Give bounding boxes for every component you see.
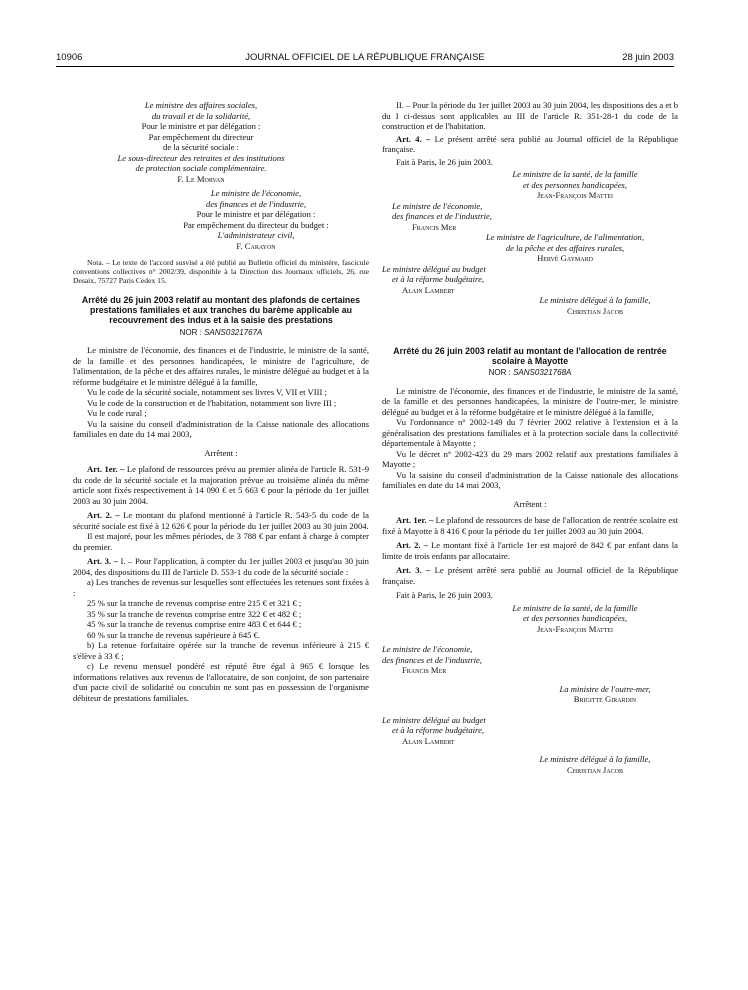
signature-famille: Le ministre délégué à la famille, Christian Jacob (382, 754, 678, 775)
decree-title: Arrêté du 26 juin 2003 relatif au montant de l'allocation de rentrée scolaire à Mayotte (393, 346, 667, 367)
nota-note: Nota. – Le texte de l'accord susvisé a été publié au Bulletin officiel du ministère, fascicule conventions collectives n° 2002/39, disponible à la Direction des Journaux officiels, 26, rue Desaix, 75727 Paris Cedex 15. (73, 258, 369, 285)
left-column (73, 100, 369, 703)
arretent-heading: Arrêtent : (513, 498, 547, 509)
journal-title: JOURNAL OFFICIEL DE LA RÉPUBLIQUE FRANÇAISE (245, 52, 485, 63)
article-2: Art. 2. – Le montant fixé à l'article 1er est majoré de 842 € par enfant dans la limite de trois enfants par allocataire. (382, 540, 678, 561)
arretent-heading: Arrêtent : (204, 447, 238, 458)
article-3-c: c) Le revenu mensuel pondéré est réputé être égal à 965 € lorsque les informations relatives aux revenus de l'allocataire, de son conjoint, de son partenaire d'un pacte civil de solidarité ou concubin ne sont pas en possession de l'organisme débiteur de prestations familiales. (73, 661, 369, 703)
signatory-name: Christian Jacob (567, 764, 623, 775)
visa: Vu le décret n° 2002-423 du 29 mars 2002 relatif aux prestations familiales à Mayotte ; (382, 448, 678, 470)
article-2: Art. 2. – Le montant du plafond mentionné à l'article R. 543-5 du code de la sécurité sociale est fixé à 12 626 € pour la période du 1er juillet 2003 au 30 juin 2004. (73, 510, 369, 531)
signatory-name: Francis Mer (412, 221, 457, 232)
article-3-b: b) La retenue forfaitaire opérée sur la tranche de revenus inférieure à 215 € s'élève à 33 € ; (73, 640, 369, 661)
page-number: 10906 (56, 52, 83, 63)
nor-reference: NOR : SANS0321767A (179, 327, 263, 337)
signatory-name: Hervé Gaymard (537, 253, 593, 263)
visa: Vu la saisine du conseil d'administration de la Caisse nationale des allocations familiales en date du 14 mai 2003, (73, 418, 369, 440)
article-1: Art. 1er. – Le plafond de ressources de base de l'allocation de rentrée scolaire est fixé à Mayotte à 8 416 € pour la période du 1er juillet 2003 au 30 juin 2004. (382, 515, 678, 536)
signature-budget: Le ministre délégué au budget et à la réforme budgétaire, Alain Lambert (382, 264, 678, 296)
signature-sante: Le ministre de la santé, de la famille et des personnes handicapées, Jean-François Mattei (382, 603, 678, 635)
signature-famille: Le ministre délégué à la famille, Christian Jacob (382, 295, 678, 316)
rate-line: 25 % sur la tranche de revenus comprise entre 215 € et 321 € ; (87, 598, 302, 609)
rate-line: 60 % sur la tranche de revenus supérieure à 645 €. (87, 629, 261, 640)
signature-outre-mer: La ministre de l'outre-mer, Brigitte Girardin (382, 684, 678, 705)
signature-budget: Le ministre délégué au budget et à la réforme budgétaire, Alain Lambert (382, 715, 678, 747)
signature-block-economie: Le ministre de l'économie, des finances et de l'industrie, Pour le ministre et par délégation : Par empêchement du directeur du budget : L'administrateur civil, F. Carayon (73, 188, 369, 251)
signatory-name: Francis Mer (402, 665, 447, 676)
signatory-name: F. Le Morvan (177, 173, 225, 184)
decree-preamble: Le ministre de l'économie, des finances et de l'industrie, le ministre de la santé, de la famille et des personnes handicapées, le ministre de l'agriculture, de l'alimentation, de la pêche et des affaires rurales, le ministre délégué au budget et à la réforme budgétaire et le ministre délégué à la famille, (73, 345, 369, 387)
article-1: Art. 1er. – Le plafond de ressources prévu au premier alinéa de l'article R. 531-9 du code de la sécurité sociale et la majoration prévue au troisième alinéa du même article sont fixés respectivement à 14 090 € et 5 663 € pour la période du 1er juillet 2003 au 30 juin 2004. (73, 464, 369, 506)
signatory-name: Jean-François Mattei (536, 623, 614, 634)
article-3-a: a) Les tranches de revenus sur lesquelles sont effectuées les retenues sont fixées à : (73, 577, 369, 598)
article-3: Art. 3. – I. – Pour l'application, à compter du 1er juillet 2003 et jusqu'au 30 juin 2004, des dispositions du III de l'article D. 553-1 du code de la sécurité sociale : (73, 556, 369, 577)
visa: Vu le code de la construction et de l'habitation, notamment son livre III ; (87, 397, 337, 408)
signature-economie: Le ministre de l'économie, des finances et de l'industrie, Francis Mer (382, 201, 678, 233)
signatory-name: Alain Lambert (402, 735, 455, 746)
decree-preamble: Le ministre de l'économie, des finances et de l'industrie, le ministre de la santé, de la famille et des personnes handicapées, la ministre de l'outre-mer, le ministre délégué au budget et à la réforme budgétaire et le ministre délégué à la famille, (382, 385, 678, 417)
signatory-name: F. Carayon (236, 240, 276, 251)
signatory-name: Jean-François Mattei (536, 190, 614, 200)
rate-line: 35 % sur la tranche de revenus comprise entre 322 € et 482 € ; (87, 608, 302, 619)
signature-agriculture: Le ministre de l'agriculture, de l'alimentation, de la pêche et des affaires rurales, Hervé Gaymard (382, 232, 678, 264)
article-4: Art. 4. – Le présent arrêté sera publié au Journal officiel de la République française. (382, 133, 679, 154)
right-column (382, 100, 678, 775)
nor-reference: NOR : SANS0321768A (488, 368, 572, 378)
signature-economie: Le ministre de l'économie, des finances et de l'industrie, Francis Mer (382, 644, 678, 676)
page-header (56, 52, 674, 66)
article-3: Art. 3. – Le présent arrêté sera publié au Journal officiel de la République française. (382, 565, 679, 586)
visa: Vu le code rural ; (87, 408, 147, 419)
header-rule (56, 66, 674, 67)
signatory-name: Christian Jacob (567, 305, 623, 316)
fait-a-paris: Fait à Paris, le 26 juin 2003. (396, 156, 493, 167)
visa: Vu le code de la sécurité sociale, notamment ses livres V, VII et VIII ; (87, 387, 327, 398)
visa: Vu la saisine du conseil d'administration de la Caisse nationale des allocations familiales en date du 14 mai 2003, (382, 469, 678, 491)
rate-line: 45 % sur la tranche de revenus comprise entre 483 € et 644 € ; (87, 619, 302, 630)
decree-title: Arrêté du 26 juin 2003 relatif au montant des plafonds de certaines prestations familiales et aux tranches du barème applicable au recouvrement des indus et à la saisie des prestations (81, 295, 361, 326)
visa: Vu l'ordonnance n° 2002-149 du 7 février 2002 relative à l'extension et à la généralisation des prestations familiales et à la protection sociale dans la collectivité départementale à Mayotte ; (382, 417, 678, 449)
signatory-name: Alain Lambert (402, 284, 455, 295)
signatory-name: Brigitte Girardin (573, 694, 637, 705)
signature-block-affaires-sociales: Le ministre des affaires sociales, du travail et de la solidarité, Pour le ministre et par délégation : Par empêchement du directeur de la sécurité sociale : Le sous-directeur des retraites et des institutions de protection sociale complémentaire. F. Le Morvan (73, 100, 369, 184)
signature-sante: Le ministre de la santé, de la famille et des personnes handicapées, Jean-François Mattei (382, 169, 678, 201)
article-2-paragraph: Il est majoré, pour les mêmes périodes, de 3 788 € par enfant à charge à compter du premier. (73, 531, 369, 552)
article-3-ii: II. – Pour la période du 1er juillet 2003 au 30 juin 2004, les dispositions des a et b du I ci-dessus sont applicables au III de l'article R. 351-28-1 du code de la construction et de l'habitation. (382, 100, 678, 131)
fait-a-paris: Fait à Paris, le 26 juin 2003. (396, 590, 493, 601)
issue-date: 28 juin 2003 (622, 52, 674, 63)
